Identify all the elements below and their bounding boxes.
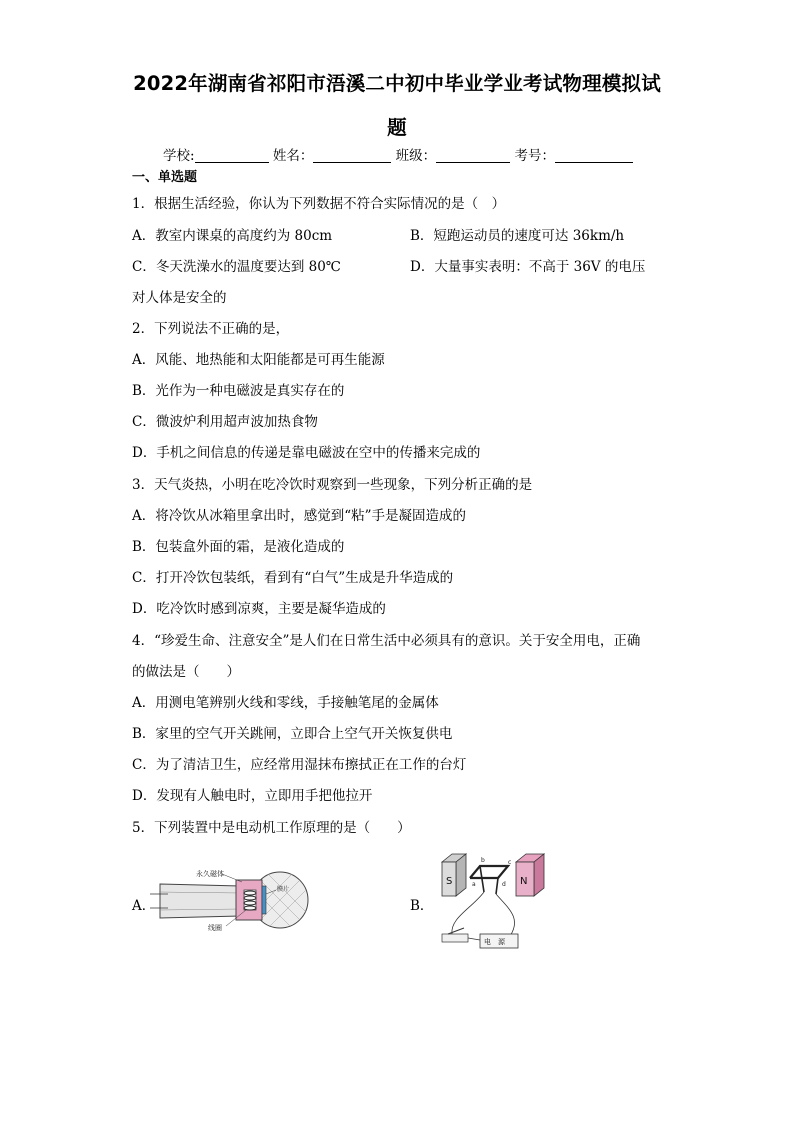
q5-stem: 5．下列装置中是电动机工作原理的是（ ） [132,820,411,836]
north-pole-label: N [520,876,528,887]
q3-option-a: A．将冷饮从冰箱里拿出时，感觉到“粘”手是凝固造成的 [132,508,467,524]
q1-option-a: A．教室内课桌的高度约为 80cm [132,228,333,244]
motor-diagram [432,848,552,958]
q4-option-c: C．为了清洁卫生，应经常用湿抹布擦拭正在工作的台灯 [132,757,467,773]
q1-option-c: C．冬天洗澡水的温度要达到 80℃ [132,259,341,275]
section-heading: 一、单选题 [132,170,198,185]
q2-option-c: C．微波炉利用超声波加热食物 [132,414,318,430]
magnet-label: 永久磁体 [196,870,224,878]
number-blank[interactable] [555,148,633,163]
membrane-label: 膜片 [277,886,290,893]
q1-option-d: D．大量事实表明：不高于 36V 的电压 [410,259,646,275]
name-label: 姓名： [272,148,314,164]
q2-option-b: B．光作为一种电磁波是真实存在的 [132,383,345,399]
student-info-row [163,144,633,164]
q2-option-d: D．手机之间信息的传递是靠电磁波在空中的传播来完成的 [132,445,481,461]
q3-option-b: B．包装盒外面的霜，是液化造成的 [132,539,345,555]
q1-option-d-cont: 对人体是安全的 [132,290,227,306]
q4-stem: 4．“珍爱生命、注意安全”是人们在日常生活中必须具有的意识。关于安全用电，正确 [132,633,641,649]
q2-stem: 2．下列说法不正确的是， [132,321,290,337]
label-a: a [472,881,476,888]
q2-option-a: A．风能、地热能和太阳能都是可再生能源 [132,352,385,368]
coil-label: 线圈 [208,924,222,932]
exam-title-line2: 题 [387,116,407,139]
south-pole-label: S [446,876,453,887]
q1-option-b: B．短跑运动员的速度可达 36km/h [410,228,625,244]
label-d: d [502,881,506,888]
q3-stem: 3．天气炎热，小明在吃冷饮时观察到一些现象，下列分析正确的是 [132,477,533,493]
label-c: c [508,859,512,866]
label-b: b [481,857,485,864]
class-label: 班级： [395,148,437,164]
q5-option-b-label: B． [410,898,434,914]
microphone-diagram [150,860,310,940]
name-blank[interactable] [313,148,391,163]
q3-option-c: C．打开冷饮包装纸，看到有“白气”生成是升华造成的 [132,570,454,586]
q1-stem: 1．根据生活经验，你认为下列数据不符合实际情况的是（ ） [132,196,506,212]
school-label: 学校: [163,148,195,164]
q4-option-d: D．发现有人触电时，立即用手把他拉开 [132,788,373,804]
q5-option-a-label: A． [132,898,156,914]
power-source-label: 电 源 [484,938,505,946]
q4-option-b: B．家里的空气开关跳闸，立即合上空气开关恢复供电 [132,726,453,742]
q3-option-d: D．吃冷饮时感到凉爽，主要是凝华造成的 [132,601,386,617]
q4-option-a: A．用测电笔辨别火线和零线，手接触笔尾的金属体 [132,695,439,711]
number-label: 考号： [514,148,555,164]
school-blank[interactable] [195,148,269,163]
q4-stem-cont: 的做法是（ ） [132,664,240,680]
class-blank[interactable] [436,148,510,163]
exam-title-line1: 2022年湖南省祁阳市浯溪二中初中毕业学业考试物理模拟试 [133,72,661,95]
